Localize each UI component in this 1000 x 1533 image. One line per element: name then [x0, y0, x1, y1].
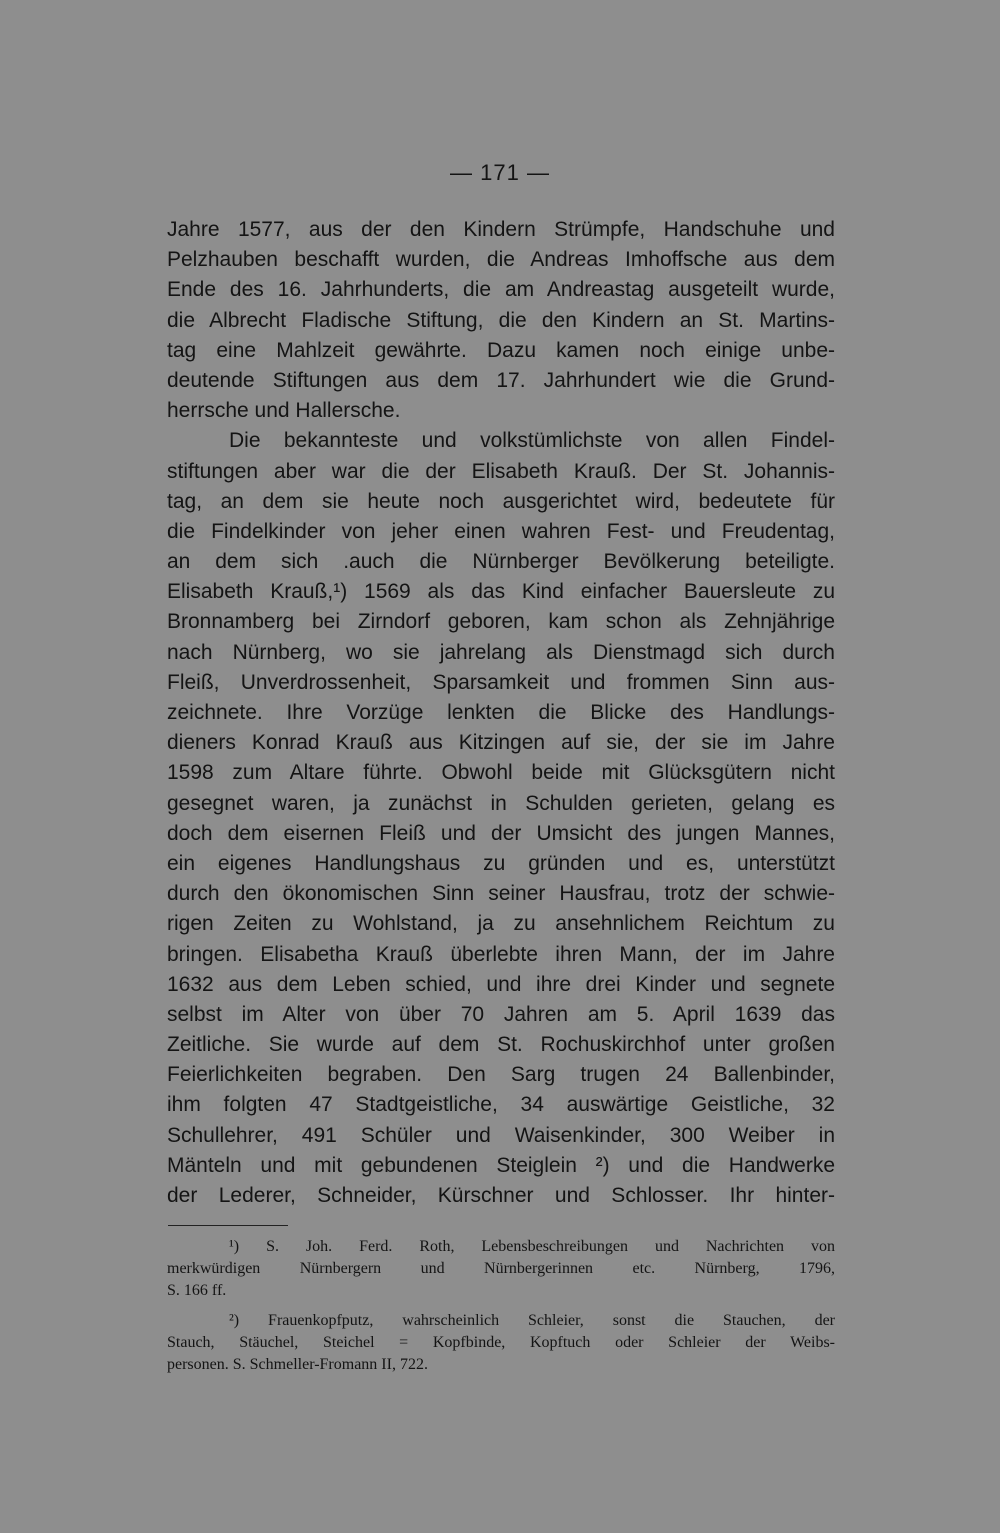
- footnote-line: merkwürdigen Nürnbergern und Nürnbergerinnen etc. Nürnberg, 1796,: [167, 1260, 835, 1277]
- page-number: — 171 —: [450, 160, 550, 185]
- body-line: die Albrecht Fladische Stiftung, die den Kindern an St. Martins-: [167, 308, 835, 332]
- body-line: Ende des 16. Jahrhunderts, die am Andreastag ausgeteilt wurde,: [167, 278, 835, 302]
- body-line: Zeitliche. Sie wurde auf dem St. Rochuskirchhof unter großen: [167, 1033, 835, 1057]
- body-text: [167, 215, 835, 1211]
- body-line: tag, an dem sie heute noch ausgerichtet wird, bedeutete für: [167, 489, 835, 513]
- body-line: doch dem eisernen Fleiß und der Umsicht des jungen Mannes,: [167, 821, 835, 845]
- body-line: der Lederer, Schneider, Kürschner und Schlosser. Ihr hinter-: [167, 1184, 835, 1207]
- body-line: Die bekannteste und volkstümlichste von allen Findel-: [229, 429, 835, 453]
- body-line: zeichnete. Ihre Vorzüge lenkten die Blicke des Handlungs-: [167, 701, 835, 724]
- footnote-1: [167, 1236, 835, 1302]
- body-line: ein eigenes Handlungshaus zu gründen und es, unterstützt: [167, 851, 835, 875]
- body-line: gesegnet waren, ja zunächst in Schulden gerieten, gelang es: [167, 791, 835, 815]
- body-line: herrsche und Hallersche.: [167, 399, 401, 423]
- body-line: bringen. Elisabetha Krauß überlebte ihren Mann, der im Jahre: [167, 942, 835, 966]
- body-line: an dem sich .auch die Nürnberger Bevölkerung beteiligte.: [167, 550, 835, 574]
- body-line: nach Nürnberg, wo sie jahrelang als Dienstmagd sich durch: [167, 640, 835, 664]
- body-line: ihm folgten 47 Stadtgeistliche, 34 auswärtige Geistliche, 32: [167, 1093, 835, 1117]
- body-line: Pelzhauben beschafft wurden, die Andreas Imhoffsche aus dem: [167, 248, 835, 272]
- body-line: Mänteln und mit gebundenen Steiglein ²) und die Handwerke: [167, 1153, 835, 1177]
- footnote-line: ¹) S. Joh. Ferd. Roth, Lebensbeschreibungen und Nachrichten von: [229, 1238, 835, 1255]
- footnote-line: S. 166 ff.: [167, 1282, 227, 1299]
- body-line: Schullehrer, 491 Schüler und Waisenkinder, 300 Weiber in: [167, 1123, 835, 1147]
- footnote-spacer: [167, 1302, 835, 1310]
- body-line: dieners Konrad Krauß aus Kitzingen auf sie, der sie im Jahre: [167, 731, 835, 755]
- body-line: Feierlichkeiten begraben. Den Sarg trugen 24 Ballenbinder,: [167, 1063, 835, 1087]
- footnotes: [167, 1236, 835, 1376]
- body-line: tag eine Mahlzeit gewährte. Dazu kamen noch einige unbe-: [167, 338, 835, 362]
- body-line: Fleiß, Unverdrossenheit, Sparsamkeit und frommen Sinn aus-: [167, 670, 835, 694]
- body-line: deutende Stiftungen aus dem 17. Jahrhundert wie die Grund-: [167, 368, 835, 392]
- body-line: selbst im Alter von über 70 Jahren am 5. April 1639 das: [167, 1002, 835, 1026]
- footnote-divider: [168, 1225, 288, 1226]
- footnote-line: personen. S. Schmeller-Fromann II, 722.: [167, 1356, 428, 1373]
- footnote-line: ²) Frauenkopfputz, wahrscheinlich Schleier, sonst die Stauchen, der: [229, 1312, 835, 1329]
- footnote-line: Stauch, Stäuchel, Steichel = Kopfbinde, Kopftuch oder Schleier der Weibs-: [167, 1334, 835, 1351]
- body-line: rigen Zeiten zu Wohlstand, ja zu ansehnlichem Reichtum zu: [167, 912, 835, 936]
- body-line: Elisabeth Krauß,¹) 1569 als das Kind einfacher Bauersleute zu: [167, 580, 835, 604]
- body-line: Jahre 1577, aus der den Kindern Strümpfe, Handschuhe und: [167, 218, 835, 241]
- body-line: 1598 zum Altare führte. Obwohl beide mit Glücksgütern nicht: [167, 761, 835, 785]
- body-line: die Findelkinder von jeher einen wahren Fest- und Freudentag,: [167, 519, 835, 543]
- body-line: stiftungen aber war die der Elisabeth Krauß. Der St. Johannis-: [167, 459, 835, 483]
- body-line: 1632 aus dem Leben schied, und ihre drei Kinder und segnete: [167, 972, 835, 996]
- body-line: Bronnamberg bei Zirndorf geboren, kam schon als Zehnjährige: [167, 610, 835, 634]
- footnote-2: [167, 1310, 835, 1376]
- body-line: durch den ökonomischen Sinn seiner Hausfrau, trotz der schwie-: [167, 882, 835, 906]
